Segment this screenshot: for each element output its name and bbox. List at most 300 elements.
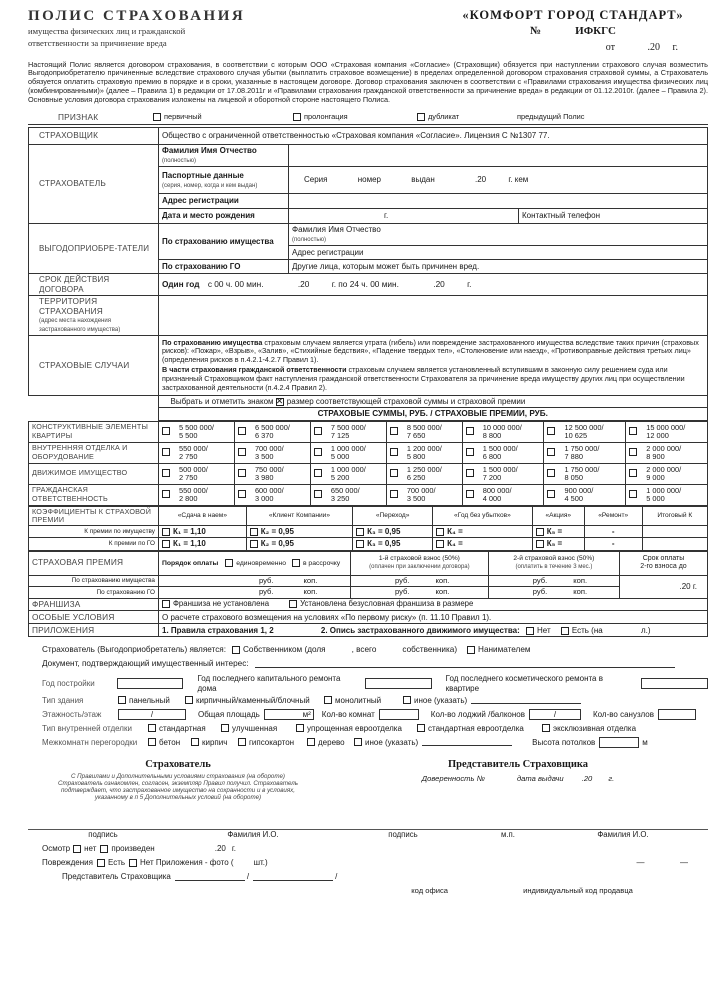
sum-amount: 650 000/: [330, 485, 360, 495]
sum-checkbox[interactable]: [547, 448, 555, 456]
period-text: Один год: [162, 278, 200, 289]
finish-0: стандартная: [159, 723, 206, 733]
sum-amount: 6 500 000/: [254, 422, 290, 432]
sig-2: подпись: [388, 830, 418, 840]
damage-no-checkbox[interactable]: [129, 859, 137, 867]
k-total-row2[interactable]: [642, 538, 707, 550]
inspection-label: Осмотр: [42, 844, 71, 854]
period-to: г. по 24 ч. 00 мин.: [331, 278, 399, 289]
period-y2: .20: [433, 278, 445, 289]
k3-row1: К₃ = 0,95: [367, 527, 401, 537]
area-unit: м²: [302, 709, 311, 719]
sum-value-cell: [404, 442, 462, 463]
sum-amount: 800 000/: [482, 485, 512, 495]
sum-checkbox-cell[interactable]: [310, 484, 328, 505]
sum-premium: 3 980: [254, 472, 274, 482]
insp-year: .20: [214, 844, 226, 854]
wall-4-checkbox[interactable]: [354, 738, 362, 746]
sum-checkbox[interactable]: [390, 448, 398, 456]
type-1-checkbox[interactable]: [185, 696, 193, 704]
insp-g: г.: [231, 844, 237, 854]
sums-rows: [28, 421, 708, 506]
sum-premium: 2 750: [179, 472, 198, 482]
annex-yes-checkbox[interactable]: [561, 627, 569, 635]
sign-label: ПРИЗНАК: [58, 111, 99, 122]
sig-lines: [28, 829, 708, 840]
sum-premium: 6 250: [406, 472, 426, 482]
sum-checkbox-cell[interactable]: [386, 421, 404, 442]
p1-rub: руб.: [259, 575, 274, 585]
sum-checkbox-cell[interactable]: [310, 442, 328, 463]
cases-p2: страховым случаем является установленный вступившим в законную силу решением суда или признанный Страховщиком факт наступления гражданской ответственности Страхователя за причинение вреда имуществу других лиц при осуществлении застрахованной деятельности (п.4.2.4 Правил 2).: [162, 365, 685, 392]
p3-rub: руб.: [532, 575, 548, 585]
coef-col-2: «Переход»: [353, 506, 433, 526]
k6-row1: -: [584, 526, 642, 538]
opt-duplicate: дубликат: [428, 112, 460, 122]
cap-field[interactable]: [365, 678, 432, 689]
damage-label: Повреждения: [42, 858, 93, 868]
sum-amount: 900 000/: [564, 485, 594, 495]
k1-row2: К₁ = 1,10: [173, 539, 206, 549]
sum-checkbox[interactable]: [466, 427, 474, 435]
program-name: «КОМФОРТ ГОРОД СТАНДАРТ»: [462, 8, 684, 22]
cases-p2-lead: В части страхования гражданской ответственности: [162, 365, 347, 375]
mp-label: м.п.: [501, 830, 515, 840]
p4-kop: коп.: [303, 587, 318, 597]
p5-rub: руб.: [395, 587, 410, 597]
floors-slash: /: [150, 709, 154, 719]
franchise-set-checkbox[interactable]: [289, 600, 297, 608]
number-label: №: [530, 25, 542, 38]
sum-value-cell: [404, 463, 462, 484]
sum-checkbox-cell[interactable]: [386, 484, 404, 505]
insp-no: нет: [84, 844, 97, 854]
sum-checkbox[interactable]: [390, 427, 398, 435]
period-y1: .20: [297, 278, 310, 289]
annex-label: ПРИЛОЖЕНИЯ: [29, 624, 159, 637]
finish-3: стандартная евроотделка: [428, 723, 524, 733]
sum-amount: 1 000 000/: [330, 443, 366, 453]
sum-amount: 1 750 000/: [564, 443, 600, 453]
install-label: в рассрочку: [302, 559, 341, 567]
sum-checkbox[interactable]: [466, 448, 474, 456]
sum-checkbox[interactable]: [629, 427, 637, 435]
finish-4-checkbox[interactable]: [542, 724, 550, 732]
owner-line: Страхователь (Выгодоприобретатель) является:: [42, 645, 226, 655]
tenant-label: Нанимателем: [478, 645, 531, 655]
franchise-label: ФРАНШИЗА: [29, 598, 159, 611]
franchise-set: Установлена безусловная франшиза в размере: [300, 599, 474, 609]
sum-checkbox-cell[interactable]: [386, 463, 404, 484]
sum-checkbox-cell[interactable]: [234, 442, 252, 463]
insured-label: СТРАХОВАТЕЛЬ: [29, 144, 159, 223]
sums-row-label: ГРАЖДАНСКАЯ ОТВЕТСТВЕННОСТЬ: [29, 484, 159, 505]
sum-checkbox-cell[interactable]: [626, 484, 644, 505]
p6-kop: коп.: [573, 587, 588, 597]
benef-property: По страхованию имущества: [159, 224, 289, 260]
benef-fio: Фамилия Имя Отчество: [292, 225, 381, 235]
coef-col-1: «Клиент Компании»: [246, 506, 352, 526]
year-built: Год постройки: [42, 679, 95, 689]
wall-4: иное (указать): [365, 737, 419, 747]
seller-code: индивидуальный код продавца: [523, 885, 633, 895]
sum-checkbox[interactable]: [314, 490, 322, 498]
coef-label: КОЭФФИЦИЕНТЫ К СТРАХОВОЙ ПРЕМИИ: [29, 506, 159, 526]
date-suffix: г.: [672, 42, 678, 54]
sum-premium: 3 500: [406, 493, 426, 503]
sum-value-cell: [328, 442, 386, 463]
sum-premium: 5 800: [406, 451, 426, 461]
due-year: .20: [679, 582, 691, 592]
sum-checkbox[interactable]: [162, 448, 170, 456]
sum-value-cell: [252, 442, 310, 463]
sum-checkbox[interactable]: [162, 469, 170, 477]
sum-amount: 7 500 000/: [330, 422, 366, 432]
wall-1-checkbox[interactable]: [191, 738, 199, 746]
ceiling-field[interactable]: [599, 737, 639, 748]
finish-1: улучшенная: [232, 723, 278, 733]
sum-checkbox-cell[interactable]: [234, 484, 252, 505]
sum-premium: 6 370: [254, 430, 274, 440]
checked-mark-icon: [276, 398, 284, 406]
finish-3-checkbox[interactable]: [417, 724, 425, 732]
sum-value-cell: [176, 421, 234, 442]
damage-yes-checkbox[interactable]: [97, 859, 105, 867]
bath: Кол-во санузлов: [593, 709, 654, 719]
bath-field[interactable]: [658, 709, 696, 720]
sum-checkbox-cell[interactable]: [234, 421, 252, 442]
sum-checkbox[interactable]: [466, 469, 474, 477]
sum-checkbox-cell[interactable]: [626, 442, 644, 463]
due-label: Срок оплаты: [642, 554, 685, 562]
sum-checkbox-cell[interactable]: [159, 442, 177, 463]
sums-row: [29, 442, 708, 463]
p3-kop: коп.: [573, 575, 588, 585]
sum-premium: 5 500: [179, 430, 198, 440]
sum-amount: 700 000/: [254, 443, 284, 453]
second-note: (оплатить в течение 3 мес.): [515, 563, 593, 570]
owner-owners: собственника): [402, 645, 458, 655]
finish-2-checkbox[interactable]: [296, 724, 304, 732]
ceiling: Высота потолков: [532, 737, 596, 747]
sum-checkbox[interactable]: [162, 490, 170, 498]
sum-value-cell: [176, 463, 234, 484]
sum-amount: 500 000/: [179, 464, 208, 474]
sum-amount: 1 000 000/: [330, 464, 366, 474]
sum-checkbox-cell[interactable]: [234, 463, 252, 484]
finish-type: Тип внутренней отделки: [42, 723, 132, 733]
ownership: [28, 643, 708, 670]
sig-1: подпись: [88, 830, 118, 840]
address-label: Адрес регистрации: [159, 194, 289, 209]
sum-checkbox-cell[interactable]: [626, 463, 644, 484]
sum-amount: 550 000/: [179, 485, 208, 495]
wall-0-checkbox[interactable]: [148, 738, 156, 746]
sum-premium: 9 000: [646, 472, 665, 482]
sum-checkbox-cell[interactable]: [626, 421, 644, 442]
sum-checkbox[interactable]: [390, 469, 398, 477]
sum-checkbox-cell[interactable]: [462, 421, 480, 442]
cosm-field[interactable]: [641, 678, 708, 689]
sum-amount: 12 500 000/: [564, 422, 604, 432]
opt-prolong: пролонгация: [304, 112, 348, 122]
sum-checkbox[interactable]: [238, 427, 246, 435]
sum-value-cell: [404, 484, 462, 505]
fio-2: Фамилия И.О.: [597, 830, 649, 840]
sum-checkbox-cell[interactable]: [159, 484, 177, 505]
annex-l: л.): [640, 625, 651, 635]
loggias: Кол-во лоджий /балконов: [430, 709, 525, 719]
sum-checkbox-cell[interactable]: [544, 442, 562, 463]
type-3: иное (указать): [414, 695, 468, 705]
insured-note: С Правилами и Дополнительными условиями страхования (на обороте) Страхователь ознакомлен, согласен, экземпляр Правил получил. Страхователь подтверждает, что застрахованное имущество на сохранности и в условиях, указанному в п 5 Дополнительных условий (на обороте): [58, 772, 298, 802]
sum-value-cell: [252, 421, 310, 442]
annex-2: 2. Опись застрахованного движимого имущества:: [320, 625, 520, 635]
sum-amount: 8 500 000/: [406, 422, 442, 432]
rooms-field[interactable]: [379, 709, 419, 720]
sum-amount: 1 200 000/: [406, 443, 442, 453]
type-2-checkbox[interactable]: [324, 696, 332, 704]
wall-1: кирпич: [202, 737, 228, 747]
coef-col-4: «Акция»: [532, 506, 584, 526]
year-built-field[interactable]: [117, 678, 184, 689]
sum-value-cell: [561, 442, 625, 463]
address-value[interactable]: [289, 194, 708, 209]
sums-row: [29, 484, 708, 505]
sums-row-label: ВНУТРЕННЯЯ ОТДЕЛКА И ОБОРУДОВАНИЕ: [29, 442, 159, 463]
sum-amount: 2 000 000/: [646, 464, 682, 474]
cases-p1: страховым случаем является утрата (гибель) или повреждение застрахованного имущества вследствие таких причин (страховых рисков): «Пожар», «Взрыв», «Залив», «Стихийные бедствия», «Падение твердых тел», «Столкновение или наезд», «Противоправные действия третьих лиц» (определения рисков в п.4.2.1-4.2.7 Правил 1).: [162, 337, 699, 364]
sum-premium: 12 000: [646, 430, 669, 440]
doc-label: Документ, подтверждающий имущественный интерес:: [42, 659, 249, 669]
p4-rub: руб.: [259, 587, 274, 597]
phone-label: Контактный телефон: [522, 211, 600, 221]
sums-header: СТРАХОВЫЕ СУММЫ, РУБ. / СТРАХОВЫЕ ПРЕМИИ, РУБ.: [158, 408, 708, 420]
sum-checkbox[interactable]: [629, 448, 637, 456]
sums-row: [29, 463, 708, 484]
p6-rub: руб.: [532, 587, 548, 597]
sum-checkbox-cell[interactable]: [310, 421, 328, 442]
sum-checkbox[interactable]: [466, 490, 474, 498]
territory-label: ТЕРРИТОРИЯ СТРАХОВАНИЯ: [39, 296, 103, 316]
single-checkbox[interactable]: [225, 559, 233, 567]
doc-title: ПОЛИС СТРАХОВАНИЯ: [28, 8, 246, 24]
sign-row: [28, 111, 708, 125]
sum-value-cell: [643, 442, 707, 463]
sum-premium: 7 125: [330, 430, 350, 440]
sum-value-cell: [480, 463, 544, 484]
territory-value[interactable]: [159, 296, 708, 336]
sum-checkbox-cell[interactable]: [544, 421, 562, 442]
sum-value-cell: [561, 463, 625, 484]
floors-field[interactable]: [118, 709, 186, 720]
sum-checkbox-cell[interactable]: [462, 442, 480, 463]
wall-2-checkbox[interactable]: [238, 738, 246, 746]
sum-checkbox[interactable]: [547, 469, 555, 477]
sum-checkbox-cell[interactable]: [462, 484, 480, 505]
floors: Этажность/этаж: [42, 709, 102, 719]
sum-premium: 4 500: [564, 493, 583, 503]
finish-0-checkbox[interactable]: [148, 724, 156, 732]
sum-checkbox-cell[interactable]: [462, 463, 480, 484]
prolong-checkbox[interactable]: [293, 113, 301, 121]
birth-value[interactable]: [289, 209, 519, 224]
k4-row2: К₄ =: [447, 539, 463, 549]
sum-checkbox[interactable]: [162, 427, 170, 435]
sum-checkbox-cell[interactable]: [544, 484, 562, 505]
sum-checkbox[interactable]: [238, 448, 246, 456]
fio-value[interactable]: [289, 144, 708, 166]
date-from: от: [605, 42, 616, 54]
sum-amount: 1 000 000/: [646, 485, 682, 495]
coef-col-6: Итоговый К: [642, 506, 707, 526]
sum-premium: 3 000: [254, 493, 274, 503]
wall-2: гипсокартон: [249, 737, 295, 747]
rooms: Кол-во комнат: [321, 709, 375, 719]
annex-no: Нет: [537, 625, 551, 635]
beneficiary-label: ВЫГОДОПРИОБРЕ-ТАТЕЛИ: [29, 224, 159, 274]
sum-checkbox[interactable]: [238, 490, 246, 498]
sum-checkbox-cell[interactable]: [159, 421, 177, 442]
sum-premium: 2 750: [179, 451, 198, 461]
sum-amount: 1 250 000/: [406, 464, 442, 474]
annex-1: 1. Правила страхования 1, 2: [162, 625, 274, 635]
order-label: Порядок оплаты: [162, 559, 219, 567]
cases-p1-lead: По страхованию имущества: [162, 337, 263, 347]
cosm-repair: Год последнего косметического ремонта в квартире: [445, 674, 603, 693]
coef-row1-label: К премии по имуществу: [29, 526, 159, 538]
sum-checkbox[interactable]: [629, 490, 637, 498]
sums-table: [28, 396, 708, 421]
type-2: монолитный: [335, 695, 382, 705]
insp-done-checkbox[interactable]: [100, 845, 108, 853]
sum-premium: 10 625: [564, 430, 588, 440]
sum-amount: 700 000/: [406, 485, 436, 495]
annex-no-checkbox[interactable]: [526, 627, 534, 635]
birth-year: г.: [384, 211, 389, 221]
coef-col-0: «Сдача в наем»: [159, 506, 247, 526]
sum-amount: 1 500 000/: [482, 464, 518, 474]
coef-col-3: «Год без убытков»: [433, 506, 533, 526]
sum-value-cell: [480, 421, 544, 442]
second-payment: 2-й страховой взнос (50%): [513, 555, 595, 563]
k1-row1: К₁ = 1,10: [173, 527, 206, 537]
area: Общая площадь: [198, 709, 260, 719]
inspection: Осмотр нет произведен .20 г. Повреждения Есть Нет Приложения - фото ( шт.) — — Представитель Страховщика / / код офиса индивидуальный код продавца: [28, 842, 708, 897]
number-text: номер: [357, 175, 381, 185]
prev-policy: предыдущий Полис: [517, 112, 585, 122]
sum-checkbox[interactable]: [547, 427, 555, 435]
duplicate-checkbox[interactable]: [417, 113, 425, 121]
sum-checkbox-cell[interactable]: [310, 463, 328, 484]
premium-label: СТРАХОВАЯ ПРЕМИЯ: [32, 557, 124, 568]
sum-checkbox-cell[interactable]: [386, 442, 404, 463]
loggias-field[interactable]: [529, 709, 581, 720]
tenant-checkbox[interactable]: [467, 646, 475, 654]
sum-premium: 8 800: [482, 430, 502, 440]
sum-amount: 550 000/: [179, 443, 208, 453]
sums-body: [28, 421, 708, 506]
first-payment: 1-й страховой взнос (50%): [378, 555, 460, 563]
rep-slash: /: [246, 872, 250, 882]
premium-table: [28, 551, 708, 638]
finish-2: упрощенная евроотделка: [307, 723, 402, 733]
sum-value-cell: [643, 463, 707, 484]
type-0-checkbox[interactable]: [118, 696, 126, 704]
sum-value-cell: [643, 421, 707, 442]
date-year: .20: [647, 42, 661, 54]
signatures: [28, 759, 708, 802]
passport-label: Паспортные данные: [162, 170, 244, 180]
fio-1: Фамилия И.О.: [227, 830, 279, 840]
issue-year: .20: [581, 773, 593, 783]
sum-amount: 2 000 000/: [646, 443, 682, 453]
finish-4: эксклюзивная отделка: [553, 723, 637, 733]
sum-premium: 2 800: [179, 493, 198, 503]
sum-checkbox-cell[interactable]: [159, 463, 177, 484]
owner-checkbox[interactable]: [232, 646, 240, 654]
sum-value-cell: [252, 463, 310, 484]
period-from: с 00 ч. 00 мин.: [207, 278, 264, 289]
first-checkbox[interactable]: [153, 113, 161, 121]
coef-table: [28, 506, 708, 551]
coef-col-5: «Ремонт»: [584, 506, 642, 526]
sum-checkbox[interactable]: [314, 427, 322, 435]
select-note-2: размер соответствующей страховой суммы и страховой премии: [286, 396, 526, 406]
insurer-label: СТРАХОВЩИК: [29, 127, 159, 144]
insp-no-checkbox[interactable]: [73, 845, 81, 853]
sum-checkbox[interactable]: [314, 448, 322, 456]
sum-checkbox[interactable]: [547, 490, 555, 498]
sum-value-cell: [561, 421, 625, 442]
sum-amount: 15 000 000/: [646, 422, 686, 432]
area-field[interactable]: [264, 709, 314, 720]
walls: Межкомнатн перегородки: [42, 737, 138, 747]
sum-amount: 750 000/: [254, 464, 284, 474]
passport-value[interactable]: [289, 167, 708, 194]
coef-row2-label: К премии по ГО: [29, 538, 159, 550]
due-g: г.: [692, 582, 697, 592]
k-total-row1[interactable]: [642, 526, 707, 538]
sum-amount: 1 750 000/: [564, 464, 600, 474]
series-text: Серия: [304, 175, 328, 185]
owner-total: , всего: [351, 645, 377, 655]
sum-checkbox-cell[interactable]: [544, 463, 562, 484]
sum-checkbox[interactable]: [390, 490, 398, 498]
rep-label: Представитель Страховщика: [62, 872, 171, 882]
sum-checkbox[interactable]: [238, 469, 246, 477]
install-checkbox[interactable]: [292, 559, 300, 567]
special-label: ОСОБЫЕ УСЛОВИЯ: [29, 611, 159, 624]
sum-checkbox[interactable]: [629, 469, 637, 477]
opt-first: первичный: [164, 112, 202, 122]
sum-amount: 1 500 000/: [482, 443, 518, 453]
sum-checkbox[interactable]: [314, 469, 322, 477]
sum-premium: 3 250: [330, 493, 350, 503]
franchise-none-checkbox[interactable]: [162, 600, 170, 608]
finish-1-checkbox[interactable]: [221, 724, 229, 732]
special-text: О расчете страхового возмещения на условиях «По первому риску» (п. 11.10 Правил 1).: [159, 611, 708, 624]
wall-3-checkbox[interactable]: [307, 738, 315, 746]
sum-premium: 5 200: [330, 472, 350, 482]
type-3-checkbox[interactable]: [403, 696, 411, 704]
p5-kop: коп.: [435, 587, 450, 597]
sum-value-cell: [643, 484, 707, 505]
owner-label: Собственником (доля: [243, 645, 326, 655]
k5-row1: К₅ =: [546, 527, 563, 537]
p2-rub: руб.: [395, 575, 410, 585]
phone-cell[interactable]: [519, 209, 708, 224]
